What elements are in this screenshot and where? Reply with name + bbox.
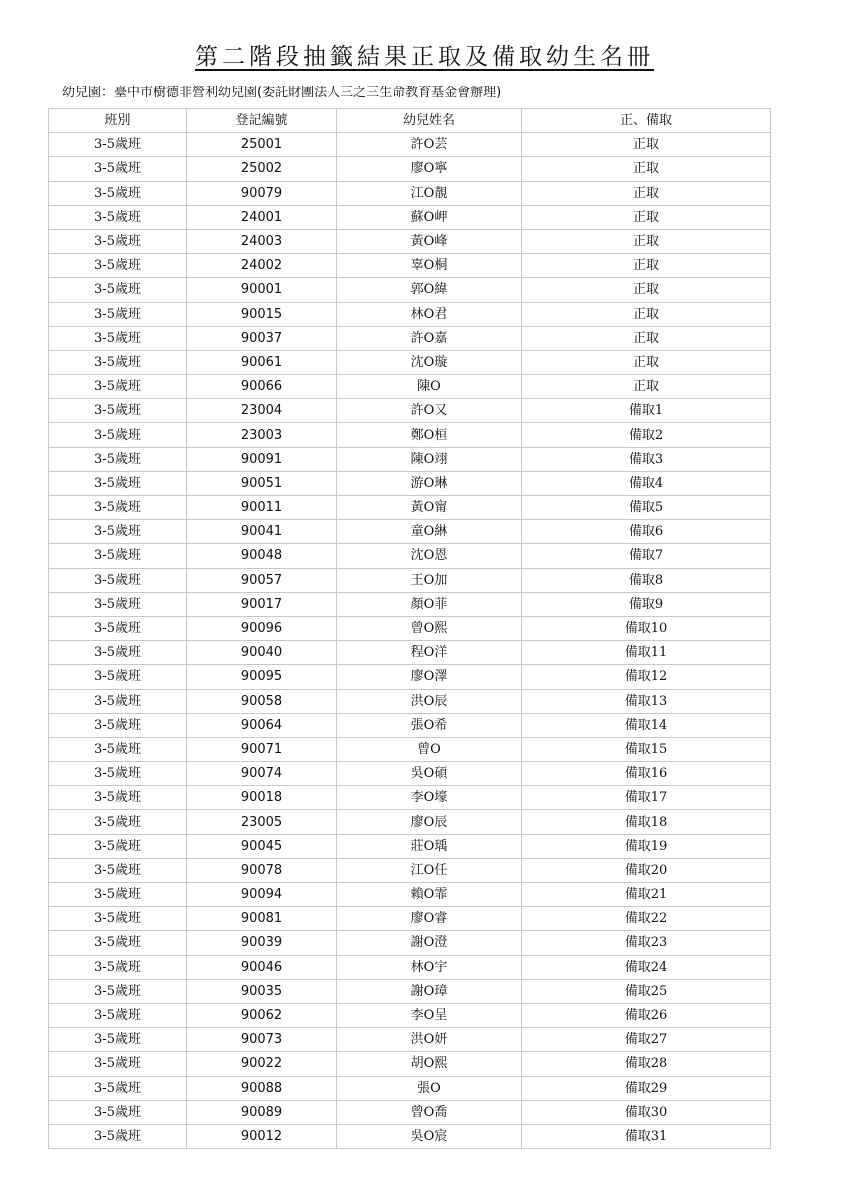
table-row (49, 1003, 771, 1027)
table-row (49, 471, 771, 495)
table-row (49, 1076, 771, 1100)
status-cell: 備取8 (522, 568, 771, 592)
school-name: 幼兒園：臺中市樹德非營利幼兒園(委託財團法人三之三生命教育基金會辦理) (62, 86, 502, 100)
class-cell: 3-5歲班 (49, 931, 187, 955)
class-cell: 3-5歲班 (49, 229, 187, 253)
child-name-cell: 郭O緯 (337, 278, 522, 302)
status-cell: 備取10 (522, 616, 771, 640)
class-cell: 3-5歲班 (49, 423, 187, 447)
class-cell: 3-5歲班 (49, 1076, 187, 1100)
status-cell: 備取29 (522, 1076, 771, 1100)
registration-number-cell: 23004 (187, 399, 337, 423)
child-name-cell: 曾O (337, 737, 522, 761)
status-cell: 備取11 (522, 641, 771, 665)
class-cell: 3-5歲班 (49, 254, 187, 278)
status-cell: 正取 (522, 229, 771, 253)
class-cell: 3-5歲班 (49, 133, 187, 157)
table-row (49, 931, 771, 955)
child-name-cell: 曾O熙 (337, 616, 522, 640)
child-name-cell: 辜O桐 (337, 254, 522, 278)
child-name-cell: 吳O碩 (337, 762, 522, 786)
child-name-cell: 張O (337, 1076, 522, 1100)
table-row (49, 496, 771, 520)
class-cell: 3-5歲班 (49, 1052, 187, 1076)
registration-number-cell: 90039 (187, 931, 337, 955)
class-cell: 3-5歲班 (49, 1124, 187, 1148)
child-name-cell: 廖O辰 (337, 810, 522, 834)
child-name-cell: 王O加 (337, 568, 522, 592)
table-row (49, 858, 771, 882)
class-cell: 3-5歲班 (49, 181, 187, 205)
class-cell: 3-5歲班 (49, 858, 187, 882)
status-cell: 正取 (522, 205, 771, 229)
registration-number-cell: 90089 (187, 1100, 337, 1124)
child-name-cell: 賴O霏 (337, 883, 522, 907)
class-cell: 3-5歲班 (49, 786, 187, 810)
status-cell: 備取26 (522, 1003, 771, 1027)
class-cell: 3-5歲班 (49, 883, 187, 907)
child-name-cell: 謝O璋 (337, 979, 522, 1003)
class-cell: 3-5歲班 (49, 326, 187, 350)
child-name-cell: 廖O澤 (337, 665, 522, 689)
status-cell: 備取6 (522, 520, 771, 544)
child-name-cell: 許O又 (337, 399, 522, 423)
enrollment-table (48, 108, 771, 1149)
table-row (49, 399, 771, 423)
child-name-cell: 游O琳 (337, 471, 522, 495)
table-row (49, 810, 771, 834)
child-name-cell: 謝O澄 (337, 931, 522, 955)
class-cell: 3-5歲班 (49, 350, 187, 374)
status-cell: 備取2 (522, 423, 771, 447)
registration-number-cell: 24001 (187, 205, 337, 229)
registration-number-cell: 90066 (187, 375, 337, 399)
status-cell: 備取16 (522, 762, 771, 786)
child-name-cell: 張O希 (337, 713, 522, 737)
status-cell: 備取25 (522, 979, 771, 1003)
table-row (49, 133, 771, 157)
status-cell: 正取 (522, 350, 771, 374)
class-cell: 3-5歲班 (49, 762, 187, 786)
child-name-cell: 江O任 (337, 858, 522, 882)
table-row (49, 907, 771, 931)
table-row (49, 1100, 771, 1124)
class-cell: 3-5歲班 (49, 157, 187, 181)
child-name-cell: 許O芸 (337, 133, 522, 157)
registration-number-cell: 90048 (187, 544, 337, 568)
header-registration-number: 登記編號 (187, 109, 337, 133)
registration-number-cell: 90040 (187, 641, 337, 665)
table-row (49, 786, 771, 810)
table-row (49, 883, 771, 907)
class-cell: 3-5歲班 (49, 544, 187, 568)
table-row (49, 1028, 771, 1052)
table-row (49, 713, 771, 737)
status-cell: 正取 (522, 157, 771, 181)
table-row (49, 278, 771, 302)
class-cell: 3-5歲班 (49, 955, 187, 979)
registration-number-cell: 90051 (187, 471, 337, 495)
registration-number-cell: 90035 (187, 979, 337, 1003)
status-cell: 備取23 (522, 931, 771, 955)
registration-number-cell: 90061 (187, 350, 337, 374)
class-cell: 3-5歲班 (49, 1100, 187, 1124)
status-cell: 備取4 (522, 471, 771, 495)
status-cell: 備取12 (522, 665, 771, 689)
class-cell: 3-5歲班 (49, 1003, 187, 1027)
class-cell: 3-5歲班 (49, 205, 187, 229)
child-name-cell: 洪O辰 (337, 689, 522, 713)
child-name-cell: 陳O翊 (337, 447, 522, 471)
class-cell: 3-5歲班 (49, 665, 187, 689)
class-cell: 3-5歲班 (49, 737, 187, 761)
table-row (49, 544, 771, 568)
status-cell: 備取28 (522, 1052, 771, 1076)
document-title (0, 38, 849, 72)
registration-number-cell: 90057 (187, 568, 337, 592)
table-row (49, 979, 771, 1003)
child-name-cell: 黃O甯 (337, 496, 522, 520)
registration-number-cell: 90079 (187, 181, 337, 205)
class-cell: 3-5歲班 (49, 689, 187, 713)
status-cell: 備取19 (522, 834, 771, 858)
registration-number-cell: 90071 (187, 737, 337, 761)
registration-number-cell: 90078 (187, 858, 337, 882)
class-cell: 3-5歲班 (49, 568, 187, 592)
registration-number-cell: 90091 (187, 447, 337, 471)
child-name-cell: 沈O璇 (337, 350, 522, 374)
registration-number-cell: 23005 (187, 810, 337, 834)
status-cell: 正取 (522, 278, 771, 302)
class-cell: 3-5歲班 (49, 834, 187, 858)
child-name-cell: 程O洋 (337, 641, 522, 665)
registration-number-cell: 90058 (187, 689, 337, 713)
registration-number-cell: 90017 (187, 592, 337, 616)
header-admission-status: 正、備取 (522, 109, 771, 133)
table-row (49, 326, 771, 350)
status-cell: 備取27 (522, 1028, 771, 1052)
class-cell: 3-5歲班 (49, 641, 187, 665)
table-row (49, 1124, 771, 1148)
status-cell: 備取22 (522, 907, 771, 931)
registration-number-cell: 24002 (187, 254, 337, 278)
table-row (49, 616, 771, 640)
class-cell: 3-5歲班 (49, 471, 187, 495)
registration-number-cell: 90037 (187, 326, 337, 350)
status-cell: 備取18 (522, 810, 771, 834)
registration-number-cell: 90081 (187, 907, 337, 931)
child-name-cell: 陳O (337, 375, 522, 399)
child-name-cell: 蘇O岬 (337, 205, 522, 229)
child-name-cell: 鄭O桓 (337, 423, 522, 447)
table-row (49, 181, 771, 205)
status-cell: 備取21 (522, 883, 771, 907)
status-cell: 備取17 (522, 786, 771, 810)
status-cell: 備取31 (522, 1124, 771, 1148)
status-cell: 備取7 (522, 544, 771, 568)
class-cell: 3-5歲班 (49, 278, 187, 302)
child-name-cell: 廖O睿 (337, 907, 522, 931)
table-row (49, 665, 771, 689)
class-cell: 3-5歲班 (49, 520, 187, 544)
child-name-cell: 林O君 (337, 302, 522, 326)
class-cell: 3-5歲班 (49, 447, 187, 471)
registration-number-cell: 90011 (187, 496, 337, 520)
registration-number-cell: 90015 (187, 302, 337, 326)
status-cell: 備取13 (522, 689, 771, 713)
child-name-cell: 李O壕 (337, 786, 522, 810)
table-row (49, 447, 771, 471)
class-cell: 3-5歲班 (49, 907, 187, 931)
child-name-cell: 江O靚 (337, 181, 522, 205)
child-name-cell: 廖O寧 (337, 157, 522, 181)
table-row (49, 157, 771, 181)
table-row (49, 229, 771, 253)
registration-number-cell: 90022 (187, 1052, 337, 1076)
registration-number-cell: 24003 (187, 229, 337, 253)
class-cell: 3-5歲班 (49, 399, 187, 423)
class-cell: 3-5歲班 (49, 713, 187, 737)
status-cell: 正取 (522, 326, 771, 350)
child-name-cell: 沈O恩 (337, 544, 522, 568)
registration-number-cell: 90088 (187, 1076, 337, 1100)
table-row (49, 762, 771, 786)
table-row (49, 592, 771, 616)
registration-number-cell: 90064 (187, 713, 337, 737)
registration-number-cell: 25002 (187, 157, 337, 181)
registration-number-cell: 90095 (187, 665, 337, 689)
registration-number-cell: 90012 (187, 1124, 337, 1148)
registration-number-cell: 90096 (187, 616, 337, 640)
registration-number-cell: 90073 (187, 1028, 337, 1052)
class-cell: 3-5歲班 (49, 302, 187, 326)
status-cell: 備取5 (522, 496, 771, 520)
status-cell: 備取30 (522, 1100, 771, 1124)
registration-number-cell: 90018 (187, 786, 337, 810)
child-name-cell: 莊O瑀 (337, 834, 522, 858)
class-cell: 3-5歲班 (49, 496, 187, 520)
status-cell: 正取 (522, 375, 771, 399)
table-header-row (49, 109, 771, 133)
status-cell: 正取 (522, 181, 771, 205)
child-name-cell: 李O呈 (337, 1003, 522, 1027)
class-cell: 3-5歲班 (49, 592, 187, 616)
class-cell: 3-5歲班 (49, 1028, 187, 1052)
status-cell: 備取20 (522, 858, 771, 882)
child-name-cell: 許O嘉 (337, 326, 522, 350)
registration-number-cell: 90041 (187, 520, 337, 544)
registration-number-cell: 90074 (187, 762, 337, 786)
table-row (49, 302, 771, 326)
header-child-name: 幼兒姓名 (337, 109, 522, 133)
child-name-cell: 吳O宸 (337, 1124, 522, 1148)
child-name-cell: 顏O菲 (337, 592, 522, 616)
table-row (49, 520, 771, 544)
table-row (49, 205, 771, 229)
child-name-cell: 林O宇 (337, 955, 522, 979)
status-cell: 正取 (522, 254, 771, 278)
table-body (49, 133, 771, 1149)
status-cell: 備取9 (522, 592, 771, 616)
table-row (49, 641, 771, 665)
table-row (49, 350, 771, 374)
status-cell: 備取1 (522, 399, 771, 423)
status-cell: 備取15 (522, 737, 771, 761)
status-cell: 正取 (522, 133, 771, 157)
table-row (49, 834, 771, 858)
registration-number-cell: 90045 (187, 834, 337, 858)
child-name-cell: 童O綝 (337, 520, 522, 544)
registration-number-cell: 90046 (187, 955, 337, 979)
child-name-cell: 曾O喬 (337, 1100, 522, 1124)
header-class: 班別 (49, 109, 187, 133)
child-name-cell: 黃O峰 (337, 229, 522, 253)
status-cell: 備取24 (522, 955, 771, 979)
table-row (49, 955, 771, 979)
class-cell: 3-5歲班 (49, 810, 187, 834)
table-row (49, 254, 771, 278)
class-cell: 3-5歲班 (49, 979, 187, 1003)
class-cell: 3-5歲班 (49, 616, 187, 640)
table-row (49, 423, 771, 447)
table-row (49, 1052, 771, 1076)
registration-number-cell: 90001 (187, 278, 337, 302)
registration-number-cell: 90062 (187, 1003, 337, 1027)
status-cell: 備取3 (522, 447, 771, 471)
table-row (49, 737, 771, 761)
registration-number-cell: 23003 (187, 423, 337, 447)
status-cell: 備取14 (522, 713, 771, 737)
table-row (49, 689, 771, 713)
table-row (49, 568, 771, 592)
registration-number-cell: 90094 (187, 883, 337, 907)
class-cell: 3-5歲班 (49, 375, 187, 399)
table-row (49, 375, 771, 399)
registration-number-cell: 25001 (187, 133, 337, 157)
status-cell: 正取 (522, 302, 771, 326)
document-title-text: 第二階段抽籤結果正取及備取幼生名冊 (195, 44, 654, 70)
child-name-cell: 洪O妍 (337, 1028, 522, 1052)
child-name-cell: 胡O熙 (337, 1052, 522, 1076)
